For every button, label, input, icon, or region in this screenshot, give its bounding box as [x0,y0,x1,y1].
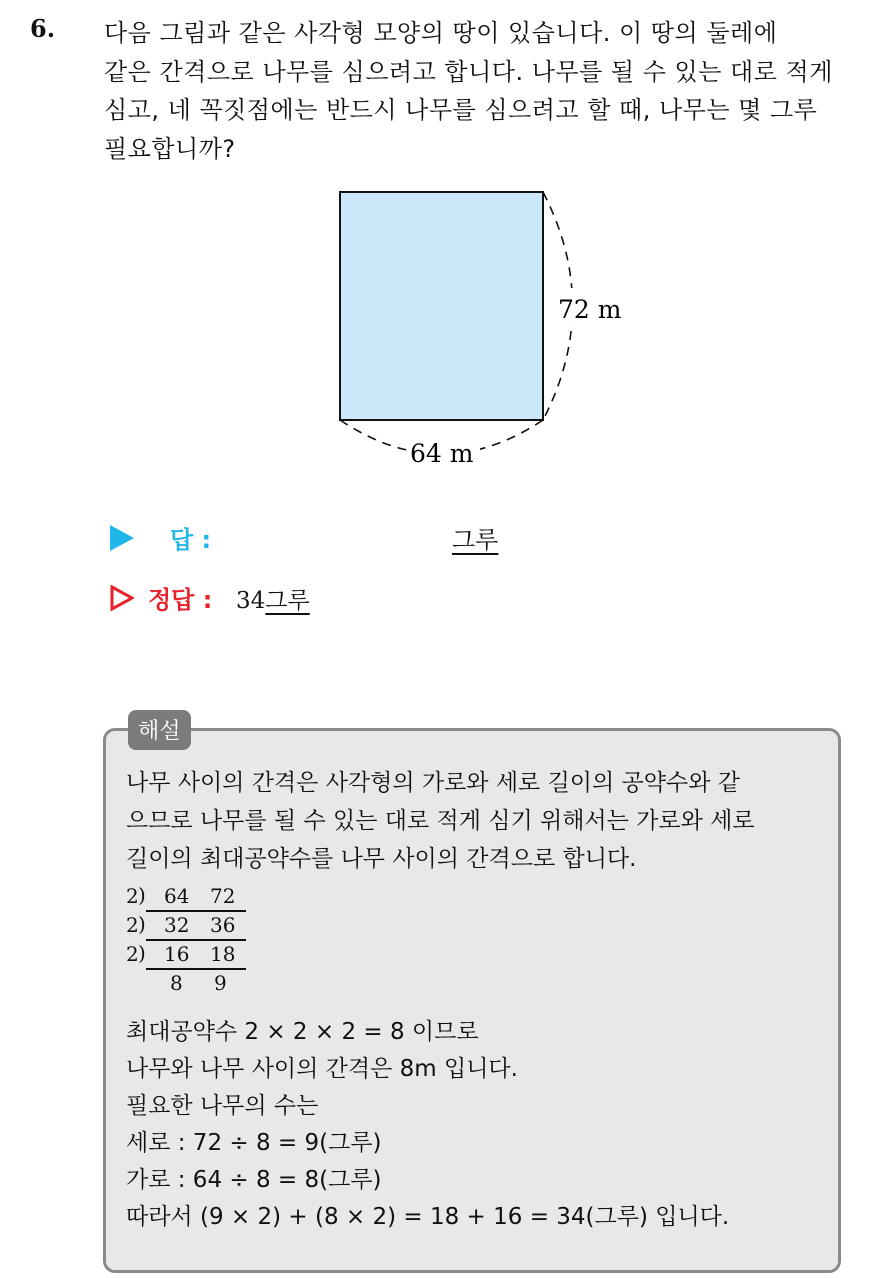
play-marker-icon [110,525,134,551]
ladder-value: 64 [164,884,190,908]
height-label: 72 m [558,295,622,324]
correct-answer-label: 정답 : [148,586,213,614]
ladder-value: 36 [210,913,236,937]
explanation-line: 으므로 나무를 될 수 있는 대로 적게 심기 위해서는 가로와 세로 [126,808,755,834]
ladder-divisor: 2 [126,942,139,966]
question-number: 6. [30,14,56,43]
answer-label: 답 : [170,526,212,554]
calculation-lines [126,1014,729,1236]
calc-line: 나무와 나무 사이의 간격은 8m 입니다. [126,1056,518,1082]
ladder-divisor: 2 [126,884,139,908]
ladder-value: 9 [214,971,227,995]
ladder-value: 8 [170,971,183,995]
rectangle-figure [320,180,640,474]
correct-answer-value [236,582,310,615]
answer-unit: 그루 [452,526,499,554]
calc-line: 따라서 (9 × 2) + (8 × 2) = 18 + 16 = 34(그루) 입니다. [126,1204,730,1230]
calc-line: 세로 : 72 ÷ 8 = 9(그루) [126,1130,382,1156]
land-rectangle [340,192,543,420]
question-line: 다음 그림과 같은 사각형 모양의 땅이 있습니다. 이 땅의 둘레에 [104,19,778,47]
ladder-value: 72 [210,884,236,908]
explanation-text [126,764,836,878]
explanation-line: 나무 사이의 간격은 사각형의 가로와 세로 길이의 공약수와 같 [126,770,740,796]
calc-line: 최대공약수 2 × 2 × 2 = 8 이므로 [126,1019,479,1045]
width-label: 64 m [410,439,474,468]
explanation-line: 길이의 최대공약수를 나무 사이의 간격으로 합니다. [126,846,637,872]
question-line: 심고, 네 꼭짓점에는 반드시 나무를 심으려고 할 때, 나무는 몇 그루 [104,96,818,124]
correct-answer-number: 34 [236,588,266,614]
ladder-value: 18 [210,942,236,966]
calc-line: 필요한 나무의 수는 [126,1093,319,1119]
ladder-value: 32 [164,913,190,937]
calc-line: 가로 : 64 ÷ 8 = 8(그루) [126,1167,382,1193]
explanation-tag: 해설 [128,710,191,750]
ladder-divisor: 2 [126,913,139,937]
correct-answer-unit: 그루 [265,588,310,614]
outline-play-marker-icon [110,585,134,611]
question-line: 같은 간격으로 나무를 심으려고 합니다. 나무를 될 수 있는 대로 적게 [104,57,833,86]
question-line: 필요합니까? [104,134,236,163]
question-text [104,14,864,168]
ladder-value: 16 [164,942,190,966]
